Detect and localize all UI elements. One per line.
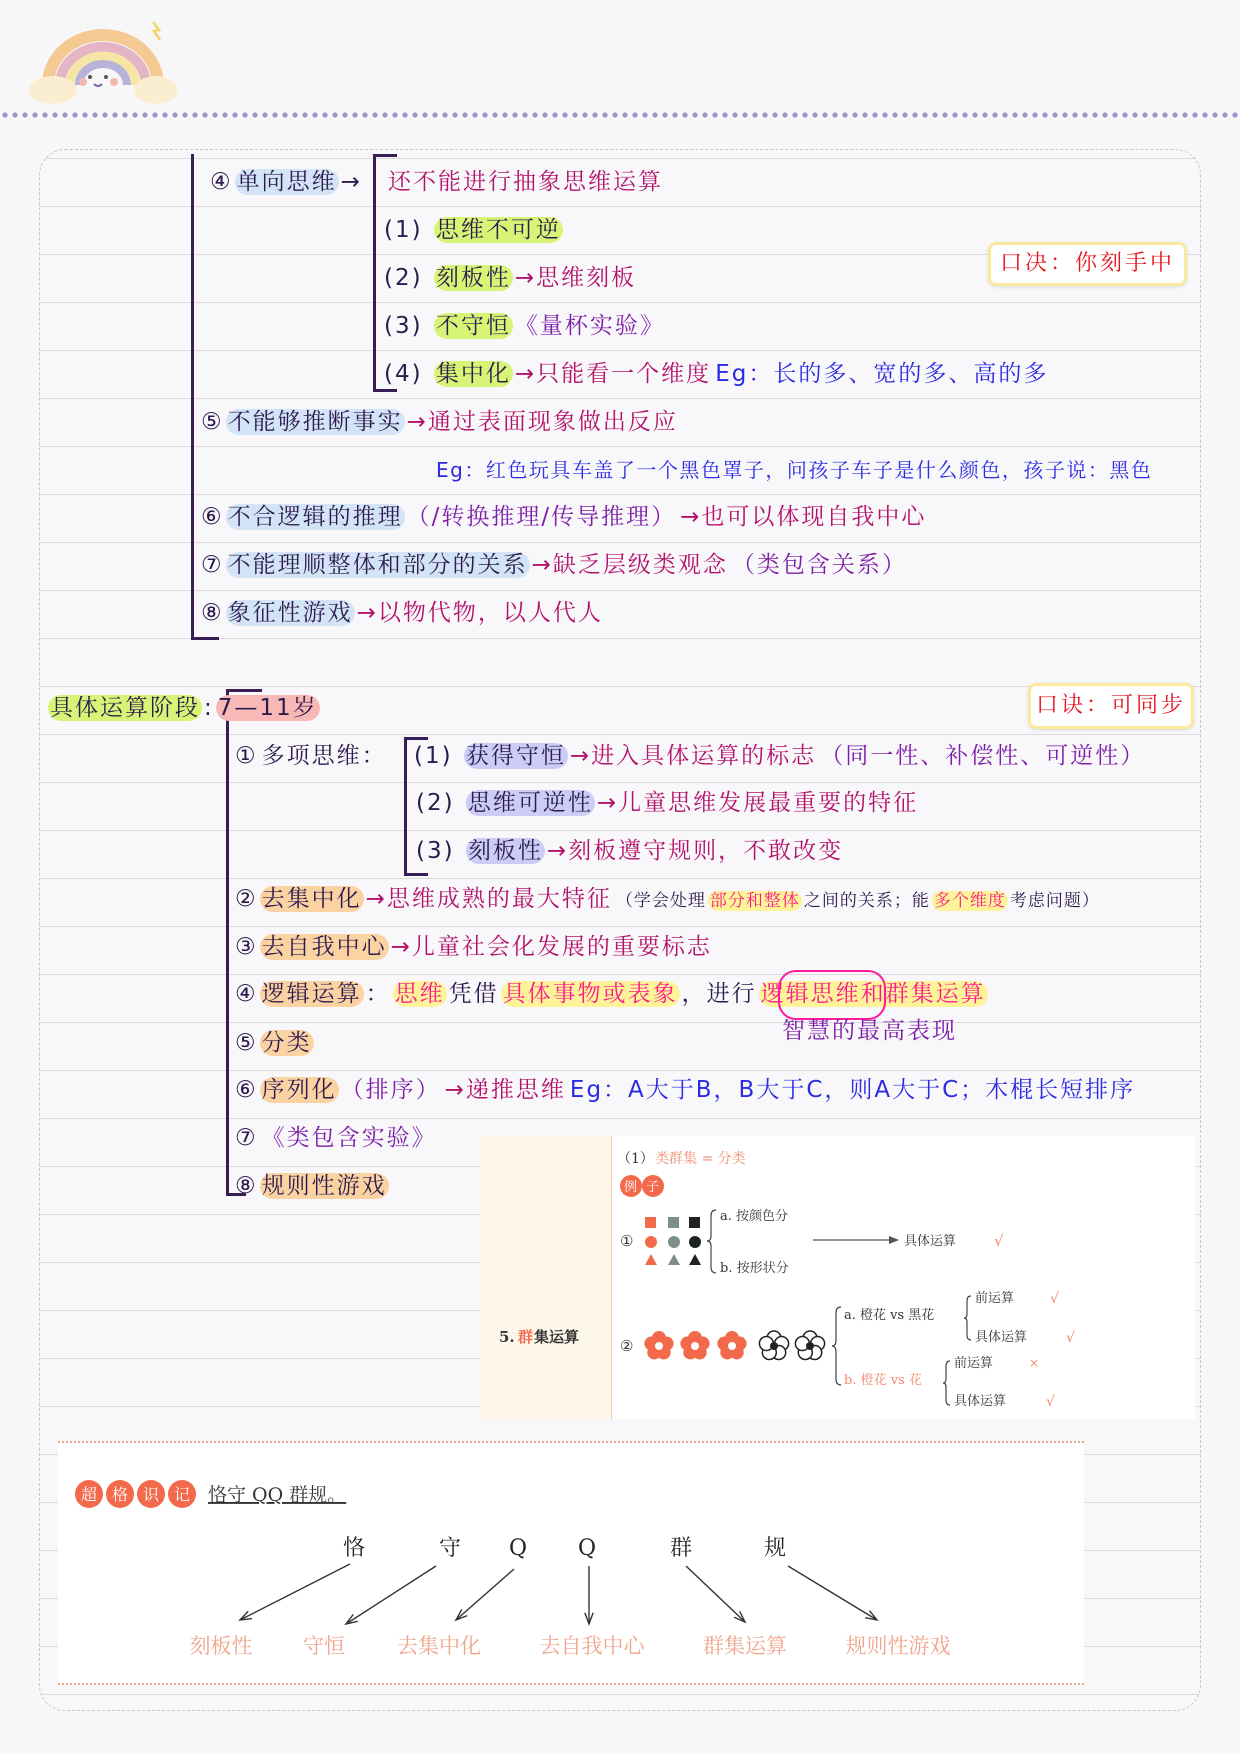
mnemonic-target: 规则性游戏	[845, 1634, 951, 1658]
item-number: (3)	[384, 313, 423, 339]
inset-title-num: 5.	[499, 1328, 515, 1346]
key-term: 不能理顺整体和部分的关系	[227, 552, 528, 578]
note: 智慧的最高表现	[782, 1018, 957, 1044]
thinking-bracket-top	[373, 154, 397, 157]
badge-char: 超	[81, 1485, 98, 1504]
key-term: 刻板性	[467, 838, 543, 864]
item-number: ⑦	[201, 552, 224, 578]
orange-flower-icon	[680, 1331, 709, 1359]
sub-item-centration	[382, 357, 1050, 391]
description: →思维刻板	[514, 265, 637, 291]
description: →儿童社会化发展的重要标志	[390, 934, 712, 960]
note: （类包含关系）	[731, 552, 907, 578]
dotted-divider	[0, 112, 1240, 118]
textbook-inset	[480, 1136, 1195, 1419]
mnemonic-target: 去集中化	[397, 1634, 481, 1658]
highlight: 多个维度	[933, 891, 1006, 911]
key-term: 规则性游戏	[261, 1173, 387, 1199]
item-number: ⑥	[235, 1077, 258, 1103]
item-number: (4)	[384, 361, 423, 387]
description: →进入具体运算的标志	[569, 743, 817, 769]
mnemonic-letter: 守	[439, 1536, 462, 1561]
concrete-label: 具体运算	[975, 1330, 1028, 1345]
arrowhead	[865, 1611, 877, 1620]
example-red-car	[434, 453, 1154, 487]
one-way-desc	[386, 165, 665, 199]
description: →刻板遵守规则，不敢改变	[546, 838, 844, 864]
item-one-way-thinking	[208, 165, 364, 199]
arrow-icon	[240, 1564, 350, 1620]
sub-item-rigidity	[382, 261, 638, 295]
item-seriation	[233, 1073, 1137, 1107]
description: →缺乏层级类观念	[531, 552, 728, 578]
key-term: 去集中化	[261, 886, 362, 912]
label-orange-vs-flower: b. 橙花 vs 花	[844, 1373, 922, 1388]
mnemonic-target: 去自我中心	[539, 1634, 645, 1658]
arrowhead	[346, 1614, 358, 1624]
key-term: 集中化	[435, 361, 511, 387]
heading: 类群集 = 分类	[655, 1151, 746, 1167]
note: 考虑问题）	[1009, 891, 1100, 911]
highlight: 逻辑思维和群集运算	[760, 981, 986, 1007]
key-term: 获得守恒	[465, 743, 566, 769]
pre-operational-label: 前运算	[975, 1291, 1015, 1306]
section1-bracket-foot	[191, 637, 219, 640]
example: Eg：A大于B，B大于C，则A大于C；木棍长短排序	[569, 1077, 1136, 1103]
stage-title	[48, 691, 320, 725]
arrow-icon	[456, 1569, 514, 1620]
key-term: 象征性游戏	[227, 600, 353, 626]
multi-thinking-bracket-foot	[404, 873, 428, 876]
key-term: 思维不可逆	[435, 217, 561, 243]
badge-char: 记	[174, 1485, 191, 1504]
orange-flower-icon	[644, 1331, 673, 1359]
example: Eg：红色玩具车盖了一个黑色罩子，问孩子车子是什么颜色，孩子说：黑色	[436, 458, 1153, 482]
description: →递推思维	[444, 1077, 566, 1103]
item-illogical-reasoning	[199, 500, 928, 534]
description: →思维成熟的最大特征	[365, 886, 612, 912]
description: 《量杯实验》	[514, 313, 665, 339]
mnemonic-box-1: 口决：你刻手中	[988, 242, 1187, 286]
sub-item-rigidity-2	[414, 834, 845, 868]
mnemonic-letter: Q	[578, 1536, 597, 1561]
highlight: 思维	[394, 981, 445, 1007]
description: →也可以体现自我中心	[680, 504, 927, 530]
key-term: 逻辑运算	[261, 981, 362, 1007]
item-number: ⑧	[235, 1173, 258, 1199]
memory-mapping	[190, 1536, 951, 1658]
highlight: 具体事物或表象	[502, 981, 678, 1007]
sub-item-nonconservation	[382, 309, 667, 343]
arrow-icon	[346, 1566, 436, 1624]
thinking-bracket	[373, 154, 376, 391]
item-number: ⑦	[235, 1125, 258, 1151]
badge-char: 例	[624, 1180, 638, 1195]
item-decentration	[233, 882, 1102, 916]
key-term: 不合逻辑的推理	[227, 504, 403, 530]
note: （同一性、补偿性、可逆性）	[820, 743, 1146, 769]
note: （学会处理	[615, 891, 706, 911]
item-classification	[233, 1026, 314, 1060]
mnemonic-letter: 群	[670, 1536, 693, 1561]
example-number: ②	[620, 1337, 634, 1355]
memory-phrase: 恪守 QQ 群规。	[208, 1484, 347, 1506]
item-number: (1)	[384, 217, 423, 243]
sub-item-reversibility	[414, 786, 920, 820]
item-number: ⑤	[235, 1030, 258, 1056]
concrete-label: 具体运算	[954, 1394, 1007, 1409]
description: →通过表面现象做出反应	[406, 409, 678, 435]
brace	[964, 1296, 971, 1340]
sub-item-conservation	[412, 739, 1147, 773]
result-label: 具体运算	[904, 1234, 957, 1249]
item-multi-thinking	[233, 739, 389, 773]
description: →以物代物，以人代人	[356, 600, 603, 626]
item-number: (1)	[414, 743, 453, 769]
inset-figure	[480, 1136, 1195, 1419]
inset-title-rest: 集运算	[534, 1328, 580, 1346]
colon: :	[204, 695, 214, 721]
key-term: 多项思维：	[261, 743, 387, 769]
check-icon: √	[994, 1232, 1004, 1250]
mnemonic-box-2: 口诀：可同步	[1028, 683, 1194, 729]
arrow-icon	[813, 1236, 899, 1244]
item-number: (2)	[384, 265, 423, 291]
highlight: 部分和整体	[709, 891, 800, 911]
memory-tip-box	[58, 1441, 1084, 1685]
example-badge	[620, 1175, 664, 1197]
black-flower-icon	[759, 1331, 788, 1359]
item-symbolic-play	[199, 596, 605, 630]
item-number: ④	[210, 169, 233, 195]
description: 还不能进行抽象思维运算	[388, 169, 663, 195]
badge-char: 识	[143, 1485, 160, 1504]
mnemonic-letter: 规	[764, 1536, 787, 1561]
arrow: →	[340, 169, 362, 195]
stage-name: 具体运算阶段	[50, 695, 200, 721]
brace	[943, 1361, 950, 1405]
pre-operational-label: 前运算	[954, 1356, 994, 1371]
item-number: ⑧	[201, 600, 224, 626]
age-range: 7—11岁	[217, 695, 318, 721]
label-by-color: a. 按颜色分	[720, 1209, 789, 1224]
rainbow-sticker	[28, 10, 178, 105]
description: 《类包含实验》	[261, 1125, 437, 1151]
orange-flower-icon	[717, 1331, 746, 1359]
item-number: (3)	[416, 838, 455, 864]
cross-icon: ×	[1029, 1356, 1040, 1370]
inset-title-red: 群	[518, 1328, 534, 1346]
key-term: 去自我中心	[261, 934, 387, 960]
mnemonic-letter: Q	[509, 1536, 528, 1561]
item-number: ⑥	[201, 504, 224, 530]
section1-bracket	[191, 154, 194, 639]
note: （/转换推理/传导推理）	[406, 504, 677, 530]
key-term: 思维可逆性	[467, 790, 593, 816]
check-icon: √	[1050, 1291, 1059, 1307]
example: Eg：长的多、宽的多、高的多	[715, 361, 1049, 387]
brace	[832, 1307, 841, 1385]
item-number: ③	[235, 934, 258, 960]
check-icon: √	[1066, 1330, 1075, 1346]
mnemonic-letter: 恪	[343, 1536, 366, 1561]
section2-bracket	[226, 689, 229, 1195]
item-number: ②	[235, 886, 258, 912]
circled-annotation	[778, 970, 886, 1020]
arrow-icon	[788, 1566, 877, 1620]
item-number: ⑤	[201, 409, 224, 435]
shape-grid	[645, 1217, 701, 1265]
key-term: 序列化	[261, 1077, 337, 1103]
example-number: ①	[620, 1232, 634, 1250]
label-by-shape: b. 按形状分	[720, 1261, 789, 1276]
memory-figure	[58, 1443, 1084, 1683]
mnemonic-target: 守恒	[303, 1634, 345, 1658]
key-term: 不守恒	[435, 313, 511, 339]
annotation-highest-wisdom	[780, 1014, 959, 1048]
badge-char: 子	[646, 1180, 660, 1195]
mnemonic-target: 刻板性	[189, 1634, 253, 1658]
item-class-inclusion	[233, 1121, 439, 1155]
item-rule-games	[233, 1169, 389, 1203]
arrow-icon	[686, 1566, 745, 1622]
key-term: 单向思维	[236, 169, 337, 195]
badge-char: 格	[112, 1485, 129, 1504]
note: （排序）	[340, 1077, 441, 1103]
item-whole-part	[199, 548, 909, 582]
description: →儿童思维发展最重要的特征	[596, 790, 919, 816]
key-term: 刻板性	[435, 265, 511, 291]
item-cannot-infer	[199, 405, 680, 439]
colon: ：	[365, 981, 391, 1007]
item-de-egocentrism	[233, 930, 714, 964]
black-flower-icon	[795, 1331, 824, 1359]
brace	[707, 1210, 716, 1273]
item-number: ④	[235, 981, 258, 1007]
text: 凭借	[448, 981, 499, 1007]
item-number: ①	[235, 743, 258, 769]
check-icon: √	[1046, 1394, 1055, 1410]
sub-item-irreversible	[382, 213, 563, 247]
key-term: 分类	[261, 1030, 312, 1056]
text: ，进行	[681, 981, 757, 1007]
flower-icons	[644, 1331, 824, 1359]
key-term: 不能够推断事实	[227, 409, 403, 435]
mnemonic-target: 群集运算	[703, 1634, 787, 1658]
note: 之间的关系；能	[803, 891, 930, 911]
heading-number: （1）	[617, 1151, 654, 1167]
label-orange-vs-black: a. 橙花 vs 黑花	[844, 1308, 935, 1323]
multi-thinking-bracket	[404, 737, 407, 875]
description: →只能看一个维度	[514, 361, 712, 387]
item-number: (2)	[416, 790, 455, 816]
memory-badge	[75, 1480, 196, 1508]
